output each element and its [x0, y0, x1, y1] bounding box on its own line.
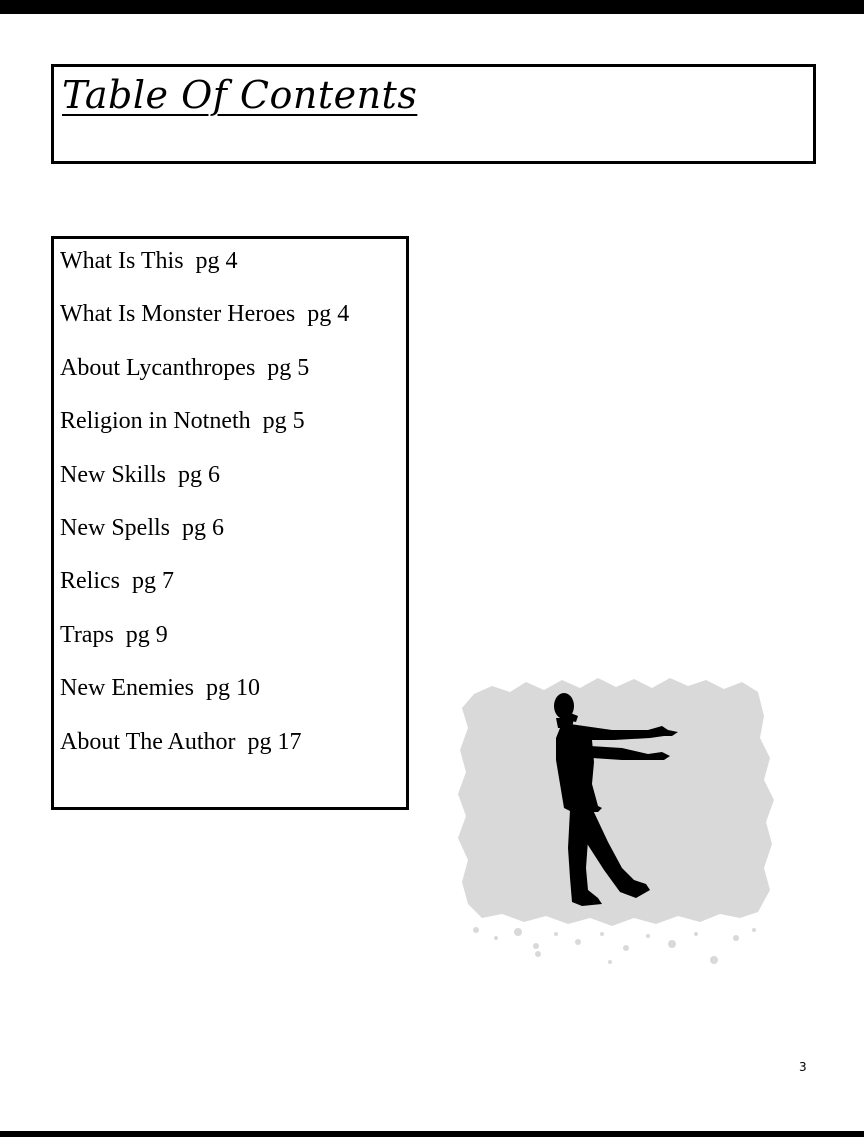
table-of-contents — [51, 236, 409, 810]
toc-item-new-enemies: New Enemies pg 10 — [60, 675, 260, 702]
toc-item-what-is-monster-heroes: What Is Monster Heroes pg 4 — [60, 301, 350, 328]
toc-item-what-is-this: What Is This pg 4 — [60, 248, 238, 274]
toc-list — [60, 247, 349, 781]
top-border-bar — [0, 0, 864, 14]
bottom-border-bar — [0, 1131, 864, 1137]
toc-item-traps: Traps pg 9 — [60, 621, 168, 648]
toc-item-new-skills: New Skills pg 6 — [60, 461, 221, 488]
toc-item-relics: Relics pg 7 — [60, 568, 174, 595]
toc-item-about-lycanthropes: About Lycanthropes pg 5 — [60, 354, 310, 381]
toc-item-new-spells: New Spells pg 6 — [60, 514, 224, 541]
zombie-illustration — [452, 672, 784, 970]
splatter-background — [458, 678, 774, 964]
title-box — [51, 64, 816, 164]
page-title: Table Of Contents — [62, 73, 418, 117]
page-number: 3 — [799, 1060, 807, 1074]
toc-item-religion-in-notneth: Religion in Notneth pg 5 — [60, 408, 305, 435]
toc-item-about-the-author: About The Author pg 17 — [60, 728, 302, 755]
